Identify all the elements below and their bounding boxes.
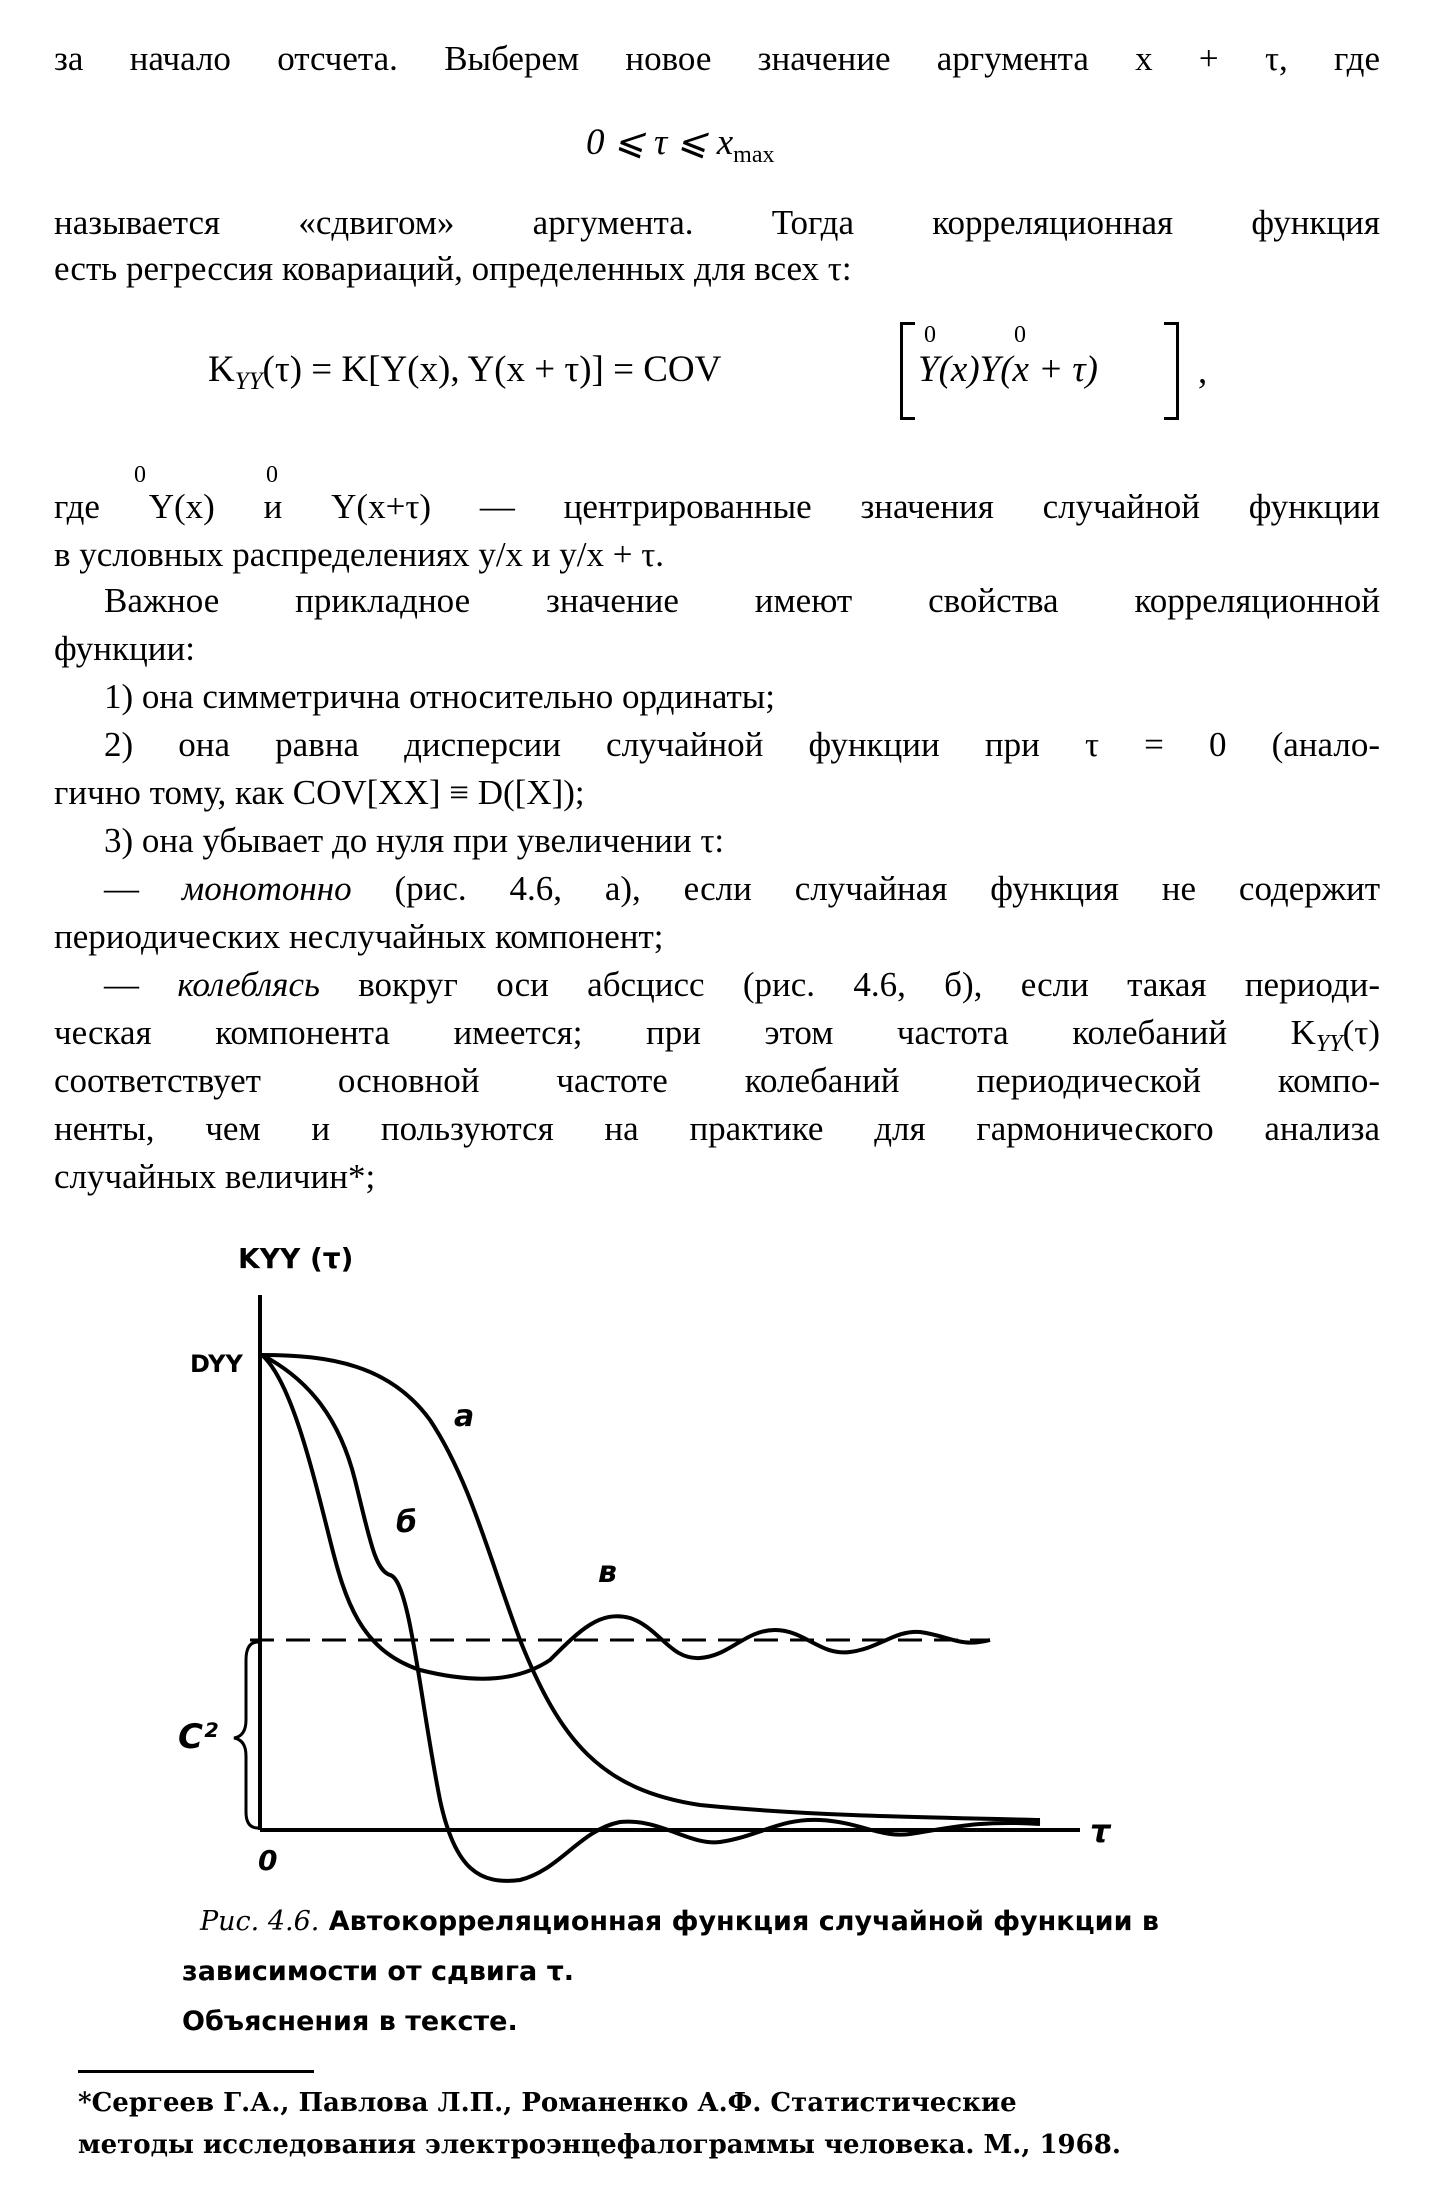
text-line-11: 3) она убывает до нуля при увеличении τ: [104,821,725,860]
footnote-line-1: *Сергеев Г.А., Павлова Л.П., Романенко А.Ф. Статистические [78,2088,1017,2118]
equation-range-text: 0 ⩽ τ ⩽ x [586,122,734,163]
curve-b [262,1355,1040,1881]
equation-mid: (τ) = K[Y(x), Y(x + τ)] = COV [262,349,722,390]
text-line-2: называется «сдвигом» аргумента. Тогда корреляционная функция [54,203,1380,242]
equation-comma: , [1198,351,1208,392]
text-line-1: за начало отсчета. Выберем новое значение аргумента x + τ, где [54,39,1380,78]
equation-k: K [208,349,235,390]
curve-a-label: а [454,1399,475,1434]
text-line-16: соответствует основной частоте колебаний периодической компо- [54,1061,1380,1100]
curve-v-label: в [598,1555,617,1590]
text-line-5: в условных распределениях y/x и y/x + τ. [54,535,665,574]
text-line-10: гично тому, как COV[XX] ≡ D([X]); [54,773,585,812]
text-line-6: Важное прикладное значение имеют свойства корреляционной [104,581,1380,620]
text-line-7: функции: [54,629,195,668]
centered-mark-4: 0 [266,462,278,488]
curve-b-label: б [396,1505,417,1540]
text-line-17: ненты, чем и пользуются на практике для гармонического анализа [54,1109,1380,1148]
origin-label: 0 [258,1844,278,1877]
text-line-4: где Y(x) и Y(x+τ) — центрированные значения случайной функции [54,487,1380,526]
centered-mark-1: 0 [924,322,936,348]
d-yy-label: DYY [190,1350,243,1378]
dash-1: — [104,869,182,908]
curve-v [262,1355,990,1679]
caption-line-1: Автокорреляционная функция случайной функции в [319,1906,1159,1937]
text-line-12-rest: (рис. 4.6, а), если случайная функция не содержит [351,869,1380,908]
equation-range-sub: max [733,142,775,168]
y-axis-label: KYY (τ) [238,1242,354,1275]
text-line-15-main: ческая компонента имеется; при этом частота колебаний K [54,1013,1316,1052]
figure-caption-line-2: зависимости от сдвига τ. [182,1956,575,1987]
centered-mark-2: 0 [1014,322,1026,348]
text-line-13: периодических неслучайных компонент; [54,917,664,956]
curve-a [262,1355,1040,1820]
oscillating-word: колеблясь [177,965,320,1004]
text-line-15-end: (τ) [1342,1013,1380,1052]
figure-caption-line-3: Объяснения в тексте. [182,2006,518,2037]
footnote-rule [78,2070,314,2073]
footnote-line-2: методы исследования электроэнцефалограммы человека. М., 1968. [78,2130,1121,2160]
text-line-8: 1) она симметрична относительно ординаты; [104,677,775,716]
figure-caption-line-1 [200,1906,1159,1937]
x-axis-label: τ [1090,1812,1111,1850]
dash-2: — [104,965,178,1004]
text-line-9: 2) она равна дисперсии случайной функции при τ = 0 (анало- [104,725,1380,764]
monotone-word: монотонно [181,869,352,908]
centered-mark-3: 0 [134,462,146,488]
equation-inner: Y(x)Y(x + τ) [918,349,1098,390]
text-line-14-rest: вокруг оси абсцисс (рис. 4.6, б), если такая периоди- [319,965,1381,1004]
text-line-18: случайных величин*; [54,1157,376,1196]
equation-k-sub: YY [234,368,263,395]
caption-prefix: Рис. 4.6. [200,1906,320,1937]
text-line-3: есть регрессия ковариаций, определенных для всех τ: [54,249,852,288]
text-line-15-sub: YY [1315,1031,1343,1057]
c2-label: C² [178,1717,218,1757]
c2-brace [234,1642,258,1828]
